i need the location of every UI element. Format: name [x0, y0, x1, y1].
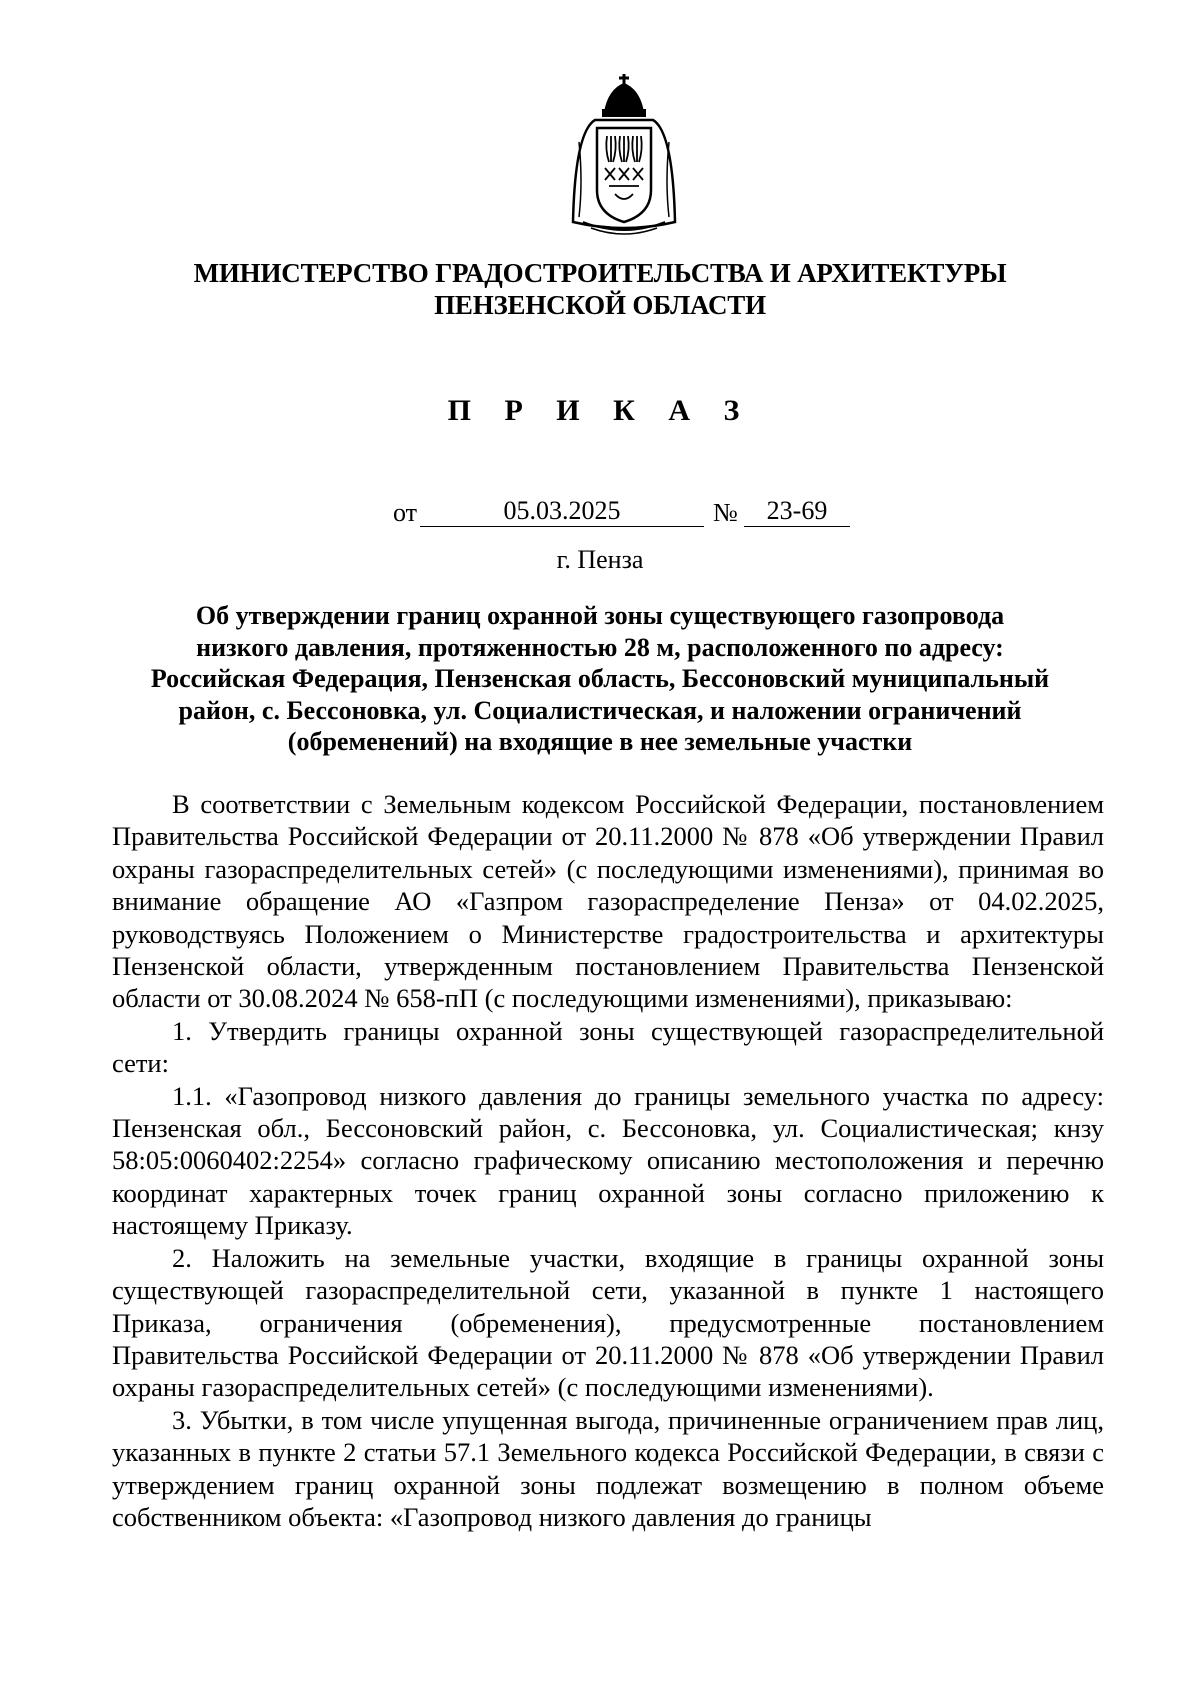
- order-date: 05.03.2025: [420, 496, 704, 527]
- penza-region-coat-of-arms-icon: [565, 72, 683, 237]
- subject-line-4: район, с. Бессоновка, ул. Социалистическая, и наложении ограничений: [178, 695, 1022, 725]
- order-body: [112, 788, 1104, 1533]
- city-label: г. Пенза: [556, 545, 644, 574]
- subject-line-5: (обременений) на входящие в нее земельные участки: [287, 727, 913, 756]
- ministry-name-line-2: ПЕНЗЕНСКОЙ ОБЛАСТИ: [434, 290, 766, 320]
- subject-line-1: Об утверждении границ охранной зоны существующего газопровода: [195, 601, 1005, 630]
- subject-line-2: низкого давления, протяженностью 28 м, расположенного по адресу:: [196, 632, 1004, 662]
- order-number: 23-69: [744, 496, 850, 527]
- body-paragraph-item-1-1: 1.1. «Газопровод низкого давления до границы земельного участка по адресу: Пензенская обл., Бессоновский район, с. Бессоновка, ул. Социалистическая; кнзу 58:05:0060402:2254» согласно графическому описанию местоположения и перечню координат характерных точек границ охранной зоны согласно приложению к настоящему Приказу.: [112, 1080, 1104, 1241]
- body-paragraph-item-1: 1. Утвердить границы охранной зоны существующей газораспределительной сети:: [112, 1015, 1104, 1079]
- subject-line-3: Российская Федерация, Пензенская область, Бессоновский муниципальный: [150, 664, 1050, 693]
- order-subject: [120, 600, 1080, 758]
- body-paragraph-item-2: 2. Наложить на земельные участки, входящие в границы охранной зоны существующей газораспределительной сети, указанной в пункте 1 настоящего Приказа, ограничения (обременения), предусмотренные постановлением Правительства Российской Федерации от 20.11.2000 № 878 «Об утверждении Правил охраны газораспределительных сетей» (с последующими изменениями).: [112, 1242, 1104, 1403]
- document-type-heading: П Р И К А З: [447, 394, 753, 427]
- body-paragraph-preamble: В соответствии с Земельным кодексом Российской Федерации, постановлением Правительства Российской Федерации от 20.11.2000 № 878 «Об утверждении Правил охраны газораспределительных сетей» (с последующими изменениями), принимая во внимание обращение АО «Газпром газораспределение Пенза» от 04.02.2025, руководствуясь Положением о Министерстве градостроительства и архитектуры Пензенской области, утвержденным постановлением Правительства Пензенской области от 30.08.2024 № 658-пП (с последующими изменениями), приказываю:: [112, 789, 1104, 1014]
- date-label: от: [393, 498, 418, 527]
- order-dateline: [0, 496, 1200, 536]
- ministry-name-line-1: МИНИСТЕРСТВО ГРАДОСТРОИТЕЛЬСТВА И АРХИТЕКТУРЫ: [193, 258, 1007, 288]
- body-paragraph-item-3: 3. Убытки, в том числе упущенная выгода, причиненные ограничением прав лиц, указанных в пункте 2 статьи 57.1 Земельного кодекса Российской Федерации, в связи с утверждением границ охранной зоны подлежат возмещению в полном объеме собственником объекта: «Газопровод низкого давления до границы: [112, 1404, 1104, 1532]
- number-label: №: [713, 498, 738, 527]
- ministry-name: [100, 257, 1100, 321]
